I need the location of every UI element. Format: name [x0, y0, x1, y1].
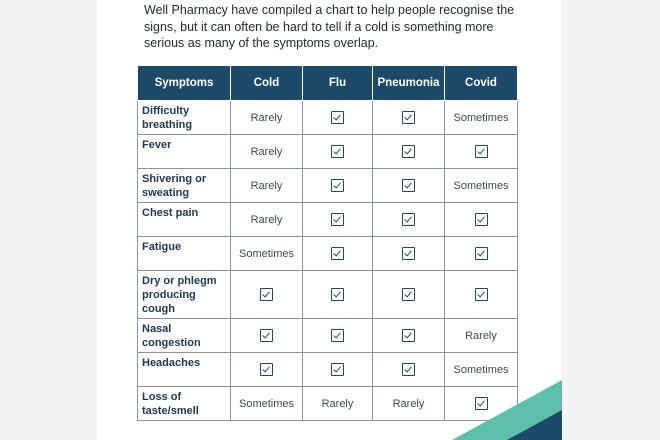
frequency-cell: Rarely	[231, 203, 303, 237]
frequency-cell: Sometimes	[231, 387, 303, 421]
intro-paragraph	[144, 2, 534, 52]
symptom-cell	[138, 353, 231, 387]
checkbox-checked-icon	[402, 179, 415, 192]
checkbox-checked-icon	[475, 288, 488, 301]
symptom-label: taste/smell	[142, 405, 199, 417]
table-row	[138, 101, 518, 135]
column-header: Covid	[445, 66, 518, 101]
table-row	[138, 203, 518, 237]
checkbox-checked-icon	[475, 145, 488, 158]
frequency-cell: Sometimes	[231, 237, 303, 271]
table-row	[138, 135, 518, 169]
check-cell	[231, 271, 303, 319]
symptom-cell	[138, 203, 231, 237]
symptom-cell	[138, 319, 231, 353]
symptom-label: Nasal	[142, 323, 172, 335]
checkbox-checked-icon	[402, 213, 415, 226]
frequency-cell: Rarely	[231, 135, 303, 169]
document-page	[97, 0, 562, 440]
checkbox-checked-icon	[475, 213, 488, 226]
checkbox-checked-icon	[331, 288, 344, 301]
checkbox-checked-icon	[331, 213, 344, 226]
checkbox-checked-icon	[331, 111, 344, 124]
symptoms-table	[137, 65, 518, 421]
checkbox-checked-icon	[402, 363, 415, 376]
checkbox-checked-icon	[402, 145, 415, 158]
frequency-cell: Rarely	[231, 169, 303, 203]
intro-line: signs, but it can often be hard to tell if a cold is something more	[144, 19, 494, 34]
check-cell	[231, 353, 303, 387]
symptom-cell	[138, 101, 231, 135]
symptom-label: Fever	[142, 139, 172, 151]
table-row	[138, 169, 518, 203]
symptom-label: Headaches	[142, 357, 201, 369]
symptom-cell	[138, 135, 231, 169]
symptom-label: Difficulty	[142, 105, 190, 117]
check-cell	[373, 319, 445, 353]
check-cell	[303, 135, 373, 169]
symptom-cell	[138, 271, 231, 319]
symptom-cell	[138, 387, 231, 421]
check-cell	[303, 169, 373, 203]
table-header-row	[138, 66, 518, 101]
check-cell	[373, 135, 445, 169]
symptom-label: Chest pain	[142, 207, 199, 219]
frequency-cell: Sometimes	[445, 169, 518, 203]
checkbox-checked-icon	[402, 247, 415, 260]
check-cell	[373, 101, 445, 135]
column-header: Flu	[303, 66, 373, 101]
intro-line: serious as many of the symptoms overlap.	[144, 36, 379, 50]
check-cell	[231, 319, 303, 353]
symptom-label: sweating	[142, 187, 190, 199]
symptom-label: congestion	[142, 337, 201, 349]
frequency-cell: Rarely	[231, 101, 303, 135]
checkbox-checked-icon	[402, 329, 415, 342]
column-header: Symptoms	[138, 66, 231, 101]
checkbox-checked-icon	[402, 288, 415, 301]
symptom-cell	[138, 237, 231, 271]
symptom-label: producing	[142, 289, 196, 301]
frequency-cell: Rarely	[303, 387, 373, 421]
checkbox-checked-icon	[331, 329, 344, 342]
checkbox-checked-icon	[260, 288, 273, 301]
check-cell	[445, 271, 518, 319]
table-row	[138, 237, 518, 271]
table-row	[138, 271, 518, 319]
intro-line: Well Pharmacy have compiled a chart to help people recognise the	[144, 3, 515, 17]
frequency-cell: Sometimes	[445, 101, 518, 135]
check-cell	[373, 237, 445, 271]
symptom-label: Dry or phlegm	[142, 275, 217, 287]
check-cell	[303, 237, 373, 271]
table-row	[138, 319, 518, 353]
checkbox-checked-icon	[331, 179, 344, 192]
check-cell	[303, 203, 373, 237]
check-cell	[373, 169, 445, 203]
symptom-label: cough	[142, 303, 175, 315]
column-header: Pneumonia	[373, 66, 445, 101]
checkbox-checked-icon	[331, 145, 344, 158]
checkbox-checked-icon	[260, 363, 273, 376]
column-header: Cold	[231, 66, 303, 101]
symptom-cell	[138, 169, 231, 203]
check-cell	[445, 203, 518, 237]
checkbox-checked-icon	[260, 329, 273, 342]
check-cell	[303, 101, 373, 135]
check-cell	[445, 237, 518, 271]
check-cell	[445, 135, 518, 169]
frequency-cell: Rarely	[445, 319, 518, 353]
symptom-label: Loss of	[142, 391, 182, 403]
check-cell	[373, 271, 445, 319]
frequency-cell: Rarely	[373, 387, 445, 421]
frequency-cell: Sometimes	[445, 353, 518, 387]
checkbox-checked-icon	[331, 363, 344, 376]
checkbox-checked-icon	[331, 247, 344, 260]
checkbox-checked-icon	[402, 111, 415, 124]
check-cell	[303, 319, 373, 353]
check-cell	[303, 271, 373, 319]
check-cell	[303, 353, 373, 387]
decorative-corner-shapes	[432, 370, 562, 440]
symptom-label: breathing	[142, 119, 193, 131]
check-cell	[373, 203, 445, 237]
symptom-label: Fatigue	[142, 241, 182, 253]
symptom-label: Shivering or	[142, 173, 207, 185]
checkbox-checked-icon	[475, 247, 488, 260]
